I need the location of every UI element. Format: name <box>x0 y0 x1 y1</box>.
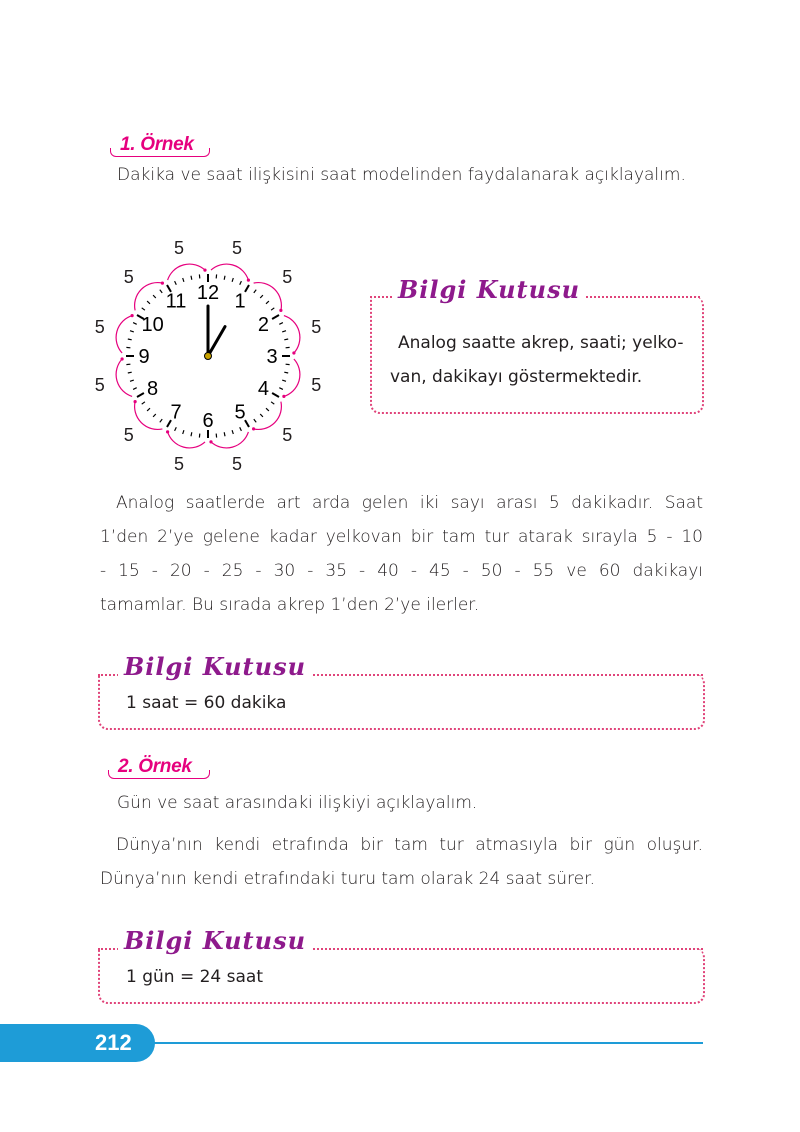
clock-arc-arrowhead <box>131 314 134 317</box>
clock-tick <box>279 388 283 390</box>
info-box-3-title: Bilgi Kutusu <box>118 926 312 955</box>
clock-arc-arrowhead <box>292 351 295 354</box>
paragraph-2 <box>100 828 703 896</box>
paragraph-1-line-2: 1’den 2’ye gelene kadar yelkovan bir tam tur atarak sırayla 5 - 10 <box>100 527 703 547</box>
clock-arc-arrowhead <box>166 430 169 433</box>
clock-tick <box>191 432 192 436</box>
clock-interval-arc <box>254 283 282 311</box>
clock-interval-label: 5 <box>231 454 243 472</box>
paragraph-2-line-1: Dünya’nın kendi etrafında bir tam tur atmasıyla bir gün oluşur. <box>116 835 703 855</box>
clock-tick <box>128 339 132 340</box>
clock-interval-label: 5 <box>282 425 293 446</box>
clock-interval-label: 5 <box>311 317 322 337</box>
clock-center-pin <box>205 353 212 360</box>
clock-tick <box>254 290 256 293</box>
clock-arc-arrowhead <box>203 269 206 272</box>
clock-tick <box>271 308 274 310</box>
info-box-2-text: 1 saat = 60 dakika <box>126 693 287 713</box>
clock-tick <box>240 281 242 285</box>
clock-number-2: 2 <box>257 314 269 336</box>
clock-arc-arrowhead <box>161 282 164 285</box>
clock-tick <box>191 276 192 280</box>
clock-interval-label: 5 <box>231 237 243 258</box>
clock-tick <box>279 323 283 325</box>
clock-number-1: 1 <box>234 290 246 313</box>
clock-tick <box>260 295 263 298</box>
clock-tick <box>224 432 225 436</box>
clock-tick <box>271 402 274 404</box>
clock-tick <box>183 278 184 282</box>
clock-tick <box>175 281 177 285</box>
clock-tick <box>232 278 233 282</box>
clock-tick <box>153 295 156 298</box>
clock-tick <box>130 380 134 381</box>
clock-tick <box>133 388 137 390</box>
clock-tick <box>245 285 249 292</box>
hour-hand <box>208 327 225 356</box>
clock-tick <box>147 408 150 411</box>
example-1-underline <box>110 148 210 157</box>
clock-number-12: 12 <box>196 282 220 304</box>
clock-interval-label: 5 <box>173 237 185 258</box>
clock-tick <box>266 301 269 304</box>
clock-arc-arrowhead <box>209 440 212 443</box>
clock-tick <box>284 372 288 373</box>
paragraph-2-line-2: Dünya’nın kendi etrafındaki turu tam olarak 24 saat sürer. <box>100 869 595 889</box>
clock-tick <box>142 402 145 404</box>
clock-interval-label: 5 <box>123 266 134 287</box>
clock-tick <box>183 430 184 434</box>
clock-tick <box>232 430 233 434</box>
clock-number-7: 7 <box>170 401 182 424</box>
info-box-2-title: Bilgi Kutusu <box>118 652 312 681</box>
clock-tick <box>245 420 249 427</box>
clock-interval-label: 5 <box>123 425 134 446</box>
info-box-1-line-2: van, dakikayı göstermektedir. <box>390 367 643 387</box>
info-box-1-line-1: Analog saatte akrep, saati; yelko- <box>398 333 684 353</box>
example-1-intro: Dakika ve saat ilişkisini saat modelinden faydalanarak açıklayalım. <box>117 165 686 185</box>
example-2-title: 2. Örnek <box>118 756 192 777</box>
clock-tick <box>147 301 150 304</box>
clock-number-3: 3 <box>266 346 278 368</box>
example-2-intro: Gün ve saat arasındaki ilişkiyi açıklayalım. <box>117 793 478 813</box>
clock-tick <box>224 276 225 280</box>
analog-clock-diagram <box>90 222 330 472</box>
clock-arc-arrowhead <box>279 309 282 312</box>
clock-tick <box>272 393 279 397</box>
clock-number-11: 11 <box>165 290 187 313</box>
page-number-pill <box>0 1024 155 1062</box>
clock-interval-label: 5 <box>173 454 185 472</box>
clock-number-6: 6 <box>202 410 214 432</box>
clock-number-5: 5 <box>234 401 246 424</box>
clock-tick <box>266 408 269 411</box>
info-box-3-text: 1 gün = 24 saat <box>126 967 264 987</box>
clock-tick <box>284 339 288 340</box>
clock-arc-arrowhead <box>252 427 255 430</box>
example-1-title: 1. Örnek <box>120 134 194 155</box>
paragraph-1-line-1: Analog saatlerde art arda gelen iki sayı arası 5 dakikadır. Saat <box>116 493 703 513</box>
clock-number-4: 4 <box>257 378 269 400</box>
example-2-underline <box>108 770 210 779</box>
clock-interval-arc <box>135 402 163 430</box>
clock-tick <box>175 427 177 431</box>
clock-interval-label: 5 <box>94 317 105 337</box>
clock-arc-arrowhead <box>282 395 285 398</box>
clock-interval-label: 5 <box>311 375 322 395</box>
clock-tick <box>254 419 256 422</box>
clock-arc-arrowhead <box>134 400 137 403</box>
clock-tick <box>272 315 279 319</box>
clock-interval-arc <box>254 402 282 430</box>
paragraph-1-line-3: - 15 - 20 - 25 - 30 - 35 - 40 - 45 - 50 - 55 ve 60 dakikayı <box>100 561 703 581</box>
clock-number-8: 8 <box>147 378 159 400</box>
clock-tick <box>160 419 162 422</box>
page-number: 212 <box>95 1030 132 1055</box>
clock-arc-arrowhead <box>247 279 250 282</box>
clock-tick <box>130 331 134 332</box>
clock-tick <box>133 323 137 325</box>
clock-interval-arc <box>135 283 163 311</box>
info-box-1-title: Bilgi Kutusu <box>392 275 586 304</box>
clock-tick <box>137 393 144 397</box>
clock-interval-label: 5 <box>94 375 105 395</box>
paragraph-1-line-4: tamamlar. Bu sırada akrep 1’den 2’ye ilerler. <box>100 595 480 615</box>
footer-rule <box>150 1042 703 1044</box>
clock-interval-label: 5 <box>282 266 293 287</box>
clock-number-10: 10 <box>141 314 164 336</box>
clock-tick <box>128 372 132 373</box>
clock-tick <box>240 427 242 431</box>
clock-tick <box>142 308 145 310</box>
clock-number-9: 9 <box>138 346 150 368</box>
clock-tick <box>160 290 162 293</box>
clock-tick <box>260 414 263 417</box>
clock-arc-arrowhead <box>121 357 124 360</box>
clock-tick <box>153 414 156 417</box>
clock-tick <box>282 331 286 332</box>
paragraph-1 <box>100 486 703 622</box>
clock-tick <box>282 380 286 381</box>
